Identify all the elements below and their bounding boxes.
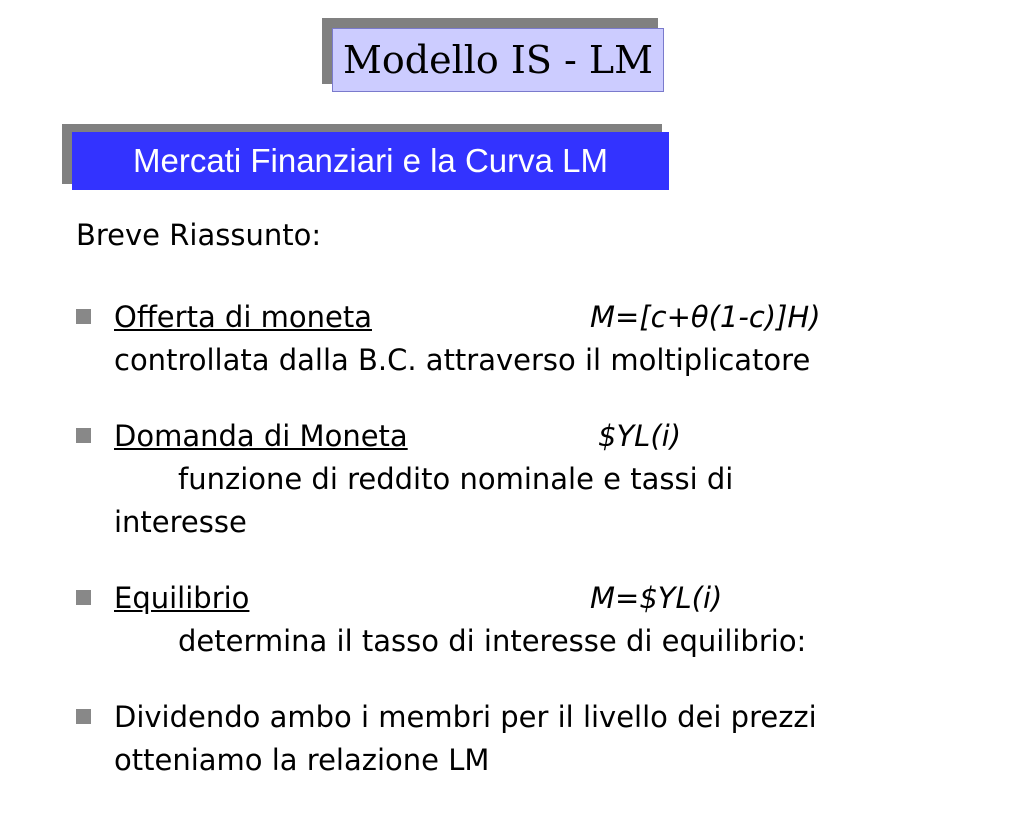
bullet-text-line: interesse — [114, 505, 247, 539]
bullet-text-line: otteniamo la relazione LM — [114, 743, 490, 777]
formula: M=[c+θ(1-c)]H) — [590, 300, 821, 334]
term-label: Domanda di Moneta — [114, 419, 408, 453]
bullet-text-line: determina il tasso di interesse di equilibrio: — [178, 624, 807, 658]
subtitle-frame — [62, 124, 670, 192]
bullet-text-line: controllata dalla B.C. attraverso il moltiplicatore — [114, 343, 811, 377]
formula: $YL(i) — [598, 419, 682, 453]
square-bullet-icon — [76, 309, 91, 324]
bullet-text-line: funzione di reddito nominale e tassi di — [178, 462, 734, 496]
term-label: Offerta di moneta — [114, 300, 372, 334]
square-bullet-icon — [76, 428, 91, 443]
intro-heading: Breve Riassunto: — [76, 218, 322, 252]
formula: M=$YL(i) — [590, 581, 723, 615]
bullet-money-supply — [76, 296, 1006, 382]
bullet-money-demand — [76, 415, 1006, 544]
square-bullet-icon — [76, 709, 91, 724]
square-bullet-icon — [76, 590, 91, 605]
bullet-equilibrium — [76, 577, 1006, 663]
bullet-text-line: Dividendo ambo i membri per il livello dei prezzi — [114, 700, 817, 734]
slide-subtitle: Mercati Finanziari e la Curva LM — [72, 132, 669, 190]
slide-title: Modello IS - LM — [332, 28, 664, 92]
bullet-lm-relation — [76, 696, 1006, 782]
slide-title-frame — [322, 18, 666, 94]
term-label: Equilibrio — [114, 581, 250, 615]
bullet-list — [76, 296, 1006, 815]
